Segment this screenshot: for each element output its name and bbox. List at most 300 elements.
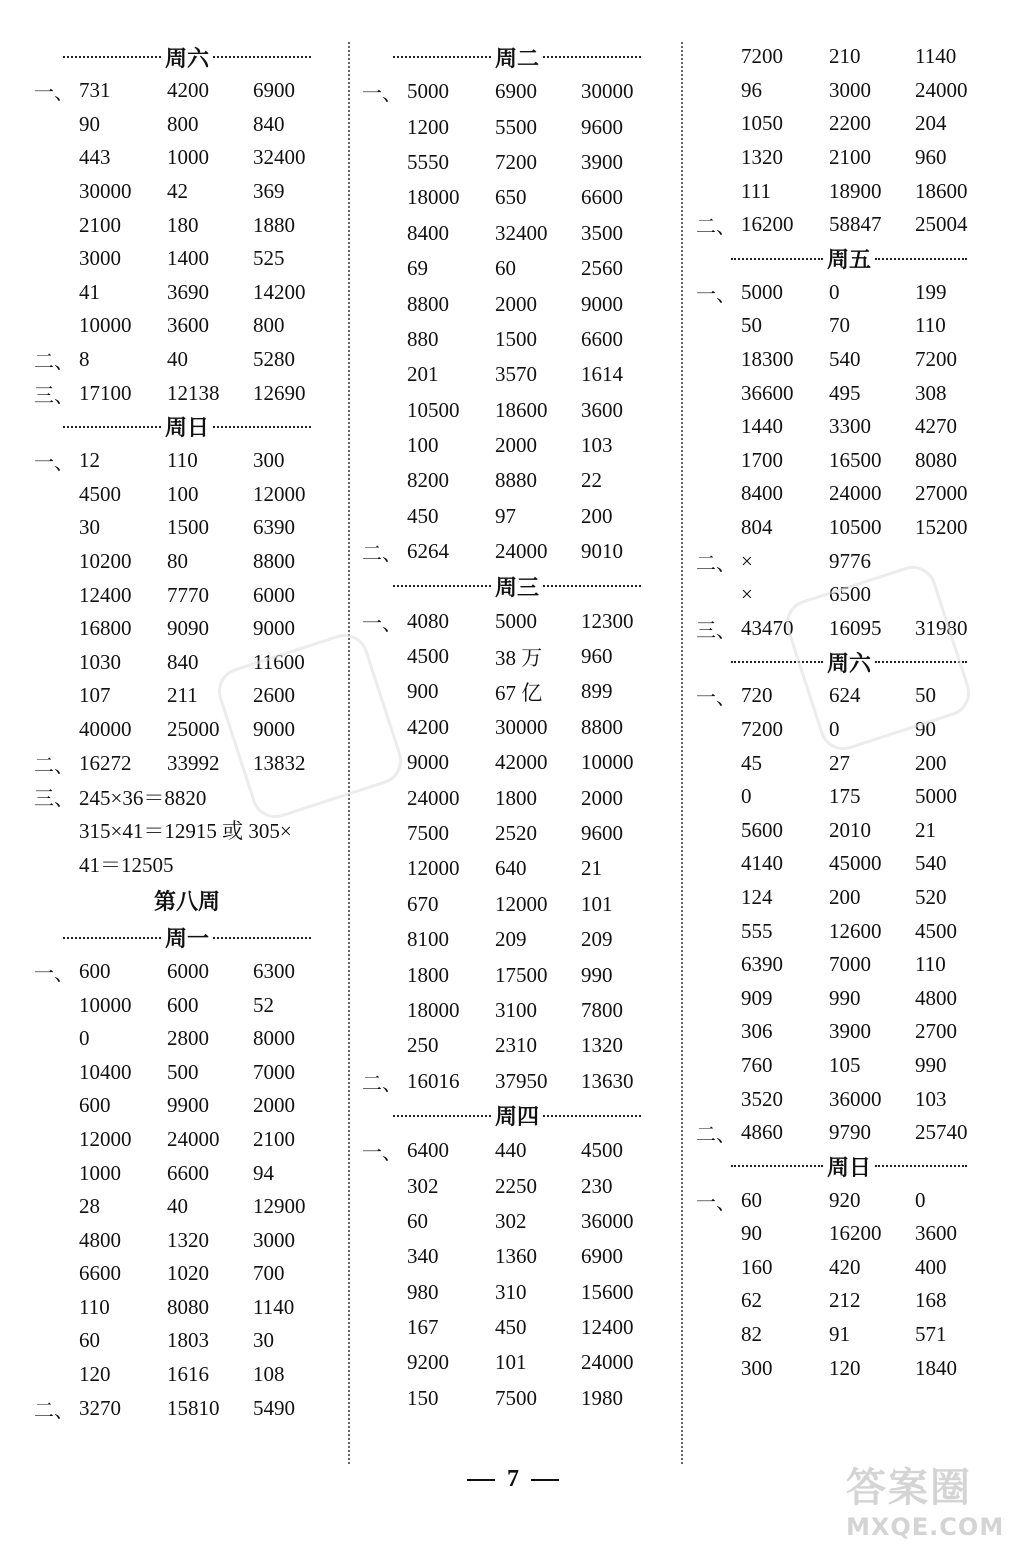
answer-row: [34, 1358, 340, 1392]
answer-cell: 10000: [79, 992, 132, 1017]
answer-cell: 1980: [581, 1385, 623, 1410]
answer-cell: 14200: [253, 279, 306, 304]
question-number: 三、: [696, 617, 736, 642]
answer-cell: 2700: [915, 1019, 957, 1044]
answer-cell: 10500: [829, 515, 882, 540]
answer-cell: 16095: [829, 615, 882, 640]
answer-cell: 600: [79, 1093, 111, 1118]
answer-row: [362, 393, 672, 428]
answer-cell: 18600: [495, 397, 548, 422]
answer-cell: 211: [167, 683, 198, 708]
question-number: 一、: [34, 960, 74, 985]
answer-cell: 90: [79, 111, 100, 136]
answer-cell: 8800: [407, 291, 449, 316]
answer-row: [34, 276, 340, 310]
answer-cell: 2000: [495, 433, 537, 458]
answer-row: [362, 180, 672, 215]
answer-cell: 3570: [495, 362, 537, 387]
answer-cell: 720: [741, 683, 773, 708]
answer-cell: 24000: [167, 1126, 220, 1151]
answer-cell: 300: [253, 448, 285, 473]
answer-cell: 18000: [407, 997, 460, 1022]
answer-cell: 250: [407, 1033, 439, 1058]
answer-cell: 920: [829, 1187, 861, 1212]
answer-cell: 30: [79, 515, 100, 540]
answer-row: [34, 612, 340, 646]
answer-cell: 3100: [495, 997, 537, 1022]
answer-cell: 300: [741, 1355, 773, 1380]
answer-row: [34, 208, 340, 242]
answer-row: [362, 710, 672, 745]
answer-row: [34, 578, 340, 612]
answer-row: [34, 1223, 340, 1257]
answer-cell: 101: [495, 1350, 527, 1375]
answer-cell: 2100: [253, 1126, 295, 1151]
answer-cell: 209: [495, 927, 527, 952]
watermark-logo: [846, 1456, 1016, 1541]
answer-cell: 32400: [495, 220, 548, 245]
answer-cell: 12138: [167, 380, 220, 405]
answer-cell: 12000: [253, 481, 306, 506]
answer-cell: 27000: [915, 481, 968, 506]
answer-cell: 1800: [407, 962, 449, 987]
answer-row: [362, 1345, 672, 1380]
answer-cell: 2800: [167, 1026, 209, 1051]
answer-cell: 8800: [253, 549, 295, 574]
answer-cell: 9000: [581, 291, 623, 316]
answer-cell: 10500: [407, 397, 460, 422]
answer-cell: 33992: [167, 750, 220, 775]
answer-cell: 9000: [407, 750, 449, 775]
answer-cell: 90: [741, 1221, 762, 1246]
answer-row: [34, 1089, 340, 1123]
answer-cell: 2000: [253, 1093, 295, 1118]
answer-cell: 4200: [167, 78, 209, 103]
answer-cell: 8000: [253, 1026, 295, 1051]
answer-row: [696, 1318, 1002, 1352]
answer-row: [34, 1123, 340, 1157]
section-heading: 周五: [696, 242, 1002, 276]
answer-cell: 16500: [829, 447, 882, 472]
answer-cell: 12600: [829, 918, 882, 943]
answer-row: [34, 1190, 340, 1224]
answer-row: [34, 1257, 340, 1291]
answer-cell: 160: [741, 1254, 773, 1279]
answer-cell: 880: [407, 326, 439, 351]
answer-cell: 3270: [79, 1395, 121, 1420]
answer-cell: 103: [581, 433, 613, 458]
answer-cell: 840: [253, 111, 285, 136]
answer-row: [362, 1133, 672, 1168]
answer-cell: ×: [741, 548, 753, 573]
answer-rows: [696, 679, 1002, 1149]
answer-cell: 36000: [829, 1086, 882, 1111]
section-heading: 周四: [362, 1099, 672, 1133]
answer-cell: 15200: [915, 515, 968, 540]
answer-cell: 6600: [79, 1261, 121, 1286]
answer-cell: 4860: [741, 1120, 783, 1145]
answer-row: [696, 746, 1002, 780]
answer-cell: 960: [581, 644, 613, 669]
answer-cell: 520: [915, 884, 947, 909]
answer-cell: 9000: [253, 616, 295, 641]
answer-cell: 200: [829, 884, 861, 909]
answer-cell: 6900: [495, 79, 537, 104]
answer-cell: 32400: [253, 145, 306, 170]
answer-cell: 700: [253, 1261, 285, 1286]
answer-cell: 30000: [581, 79, 634, 104]
answer-cell: 42: [167, 179, 188, 204]
answer-cell: 540: [829, 347, 861, 372]
answer-cell: 7200: [741, 44, 783, 69]
answer-cell: 120: [79, 1362, 111, 1387]
answer-cell: 62: [741, 1288, 762, 1313]
answer-cell: 5550: [407, 149, 449, 174]
answer-cell: 4140: [741, 851, 783, 876]
answer-cell: 124: [741, 884, 773, 909]
answer-row: [696, 1116, 1002, 1150]
answer-cell: 3600: [915, 1221, 957, 1246]
page-number: 7: [0, 1466, 1026, 1493]
answer-cell: 1440: [741, 414, 783, 439]
answer-cell: 960: [915, 145, 947, 170]
answer-cell: 7200: [495, 149, 537, 174]
answer-cell: 41: [79, 279, 100, 304]
answer-cell: 18000: [407, 185, 460, 210]
question-number: 二、: [362, 1070, 402, 1095]
answer-cell: 1614: [581, 362, 623, 387]
answer-cell: 0: [829, 716, 840, 741]
answer-cell: 28: [79, 1194, 100, 1219]
answer-cell: 69: [407, 256, 428, 281]
section-heading: 周日: [34, 410, 340, 444]
column-divider: [681, 42, 683, 1464]
answer-cell: 2200: [829, 111, 871, 136]
question-number: 二、: [34, 349, 74, 374]
answer-row: [34, 108, 340, 142]
answer-row: [362, 216, 672, 251]
answer-cell: 9000: [253, 716, 295, 741]
answer-cell: 175: [829, 784, 861, 809]
answer-cell: 4800: [915, 985, 957, 1010]
answer-cell: 525: [253, 246, 285, 271]
answer-cell: 7770: [167, 582, 209, 607]
section-heading: 周六: [696, 645, 1002, 679]
answer-cell: 24000: [581, 1350, 634, 1375]
answer-cell: 800: [167, 111, 199, 136]
answer-rows: [696, 40, 1002, 242]
question-number: 一、: [362, 81, 402, 106]
answer-cell: 7000: [253, 1059, 295, 1084]
answer-row: [696, 376, 1002, 410]
answer-row: [34, 955, 340, 989]
answer-cell: 5000: [915, 784, 957, 809]
answer-cell: 1880: [253, 212, 295, 237]
answer-cell: 760: [741, 1052, 773, 1077]
answer-cell: 3520: [741, 1086, 783, 1111]
answer-row: [362, 639, 672, 674]
answer-cell: 70: [829, 313, 850, 338]
answer-cell: 8200: [407, 468, 449, 493]
answer-cell: 899: [581, 679, 613, 704]
answer-cell: 82: [741, 1322, 762, 1347]
answer-cell: 96: [741, 77, 762, 102]
answer-cell: 60: [495, 256, 516, 281]
answer-cell: 12300: [581, 608, 634, 633]
answer-cell: 200: [581, 503, 613, 528]
answer-cell: 10000: [581, 750, 634, 775]
answer-cell: 25000: [167, 716, 220, 741]
answer-cell: 5280: [253, 347, 295, 372]
answer-cell: 9010: [581, 539, 623, 564]
answer-cell: 3600: [581, 397, 623, 422]
answer-rows: [362, 74, 672, 569]
answer-row: [34, 545, 340, 579]
answer-cell: 6264: [407, 539, 449, 564]
answer-cell: 15810: [167, 1395, 220, 1420]
answer-row: [696, 444, 1002, 478]
answer-cell: 308: [915, 380, 947, 405]
answer-cell: 6600: [581, 185, 623, 210]
answer-row: [362, 286, 672, 321]
question-number: 三、: [34, 382, 74, 407]
answer-cell: 199: [915, 279, 947, 304]
answer-cell: 25004: [915, 212, 968, 237]
answer-cell: 6900: [581, 1244, 623, 1269]
answer-cell: 111: [741, 178, 771, 203]
answer-cell: 17100: [79, 380, 132, 405]
answer-cell: 9600: [581, 821, 623, 845]
answer-cell: 2560: [581, 256, 623, 281]
answer-cell: 8400: [407, 220, 449, 245]
answer-cell: 670: [407, 891, 439, 916]
answer-cell: 24000: [495, 539, 548, 564]
answer-row: [362, 428, 672, 463]
answer-cell: 16016: [407, 1068, 460, 1093]
answer-cell: 110: [167, 448, 198, 473]
question-number: 一、: [362, 1140, 402, 1165]
answer-cell: 990: [581, 962, 613, 987]
answer-cell: 12690: [253, 380, 306, 405]
answer-cell: 7200: [741, 716, 783, 741]
answer-cell: 18300: [741, 347, 794, 372]
answer-row: [362, 463, 672, 498]
answer-row: [696, 477, 1002, 511]
answer-row: [696, 107, 1002, 141]
answer-cell: 4800: [79, 1227, 121, 1252]
answer-row: [362, 1381, 672, 1416]
answer-cell: 16200: [741, 212, 794, 237]
answer-cell: 2600: [253, 683, 295, 708]
answer-row: [362, 922, 672, 957]
answer-row: [34, 988, 340, 1022]
answer-row: [34, 511, 340, 545]
answer-cell: 1840: [915, 1355, 957, 1380]
answer-cell: 4080: [407, 608, 449, 633]
answer-row: [696, 847, 1002, 881]
answer-cell: 310: [495, 1279, 527, 1304]
answer-cell: 80: [167, 549, 188, 574]
answer-cell: 804: [741, 515, 773, 540]
answer-row: [696, 343, 1002, 377]
question-number: 一、: [34, 450, 74, 475]
answer-cell: 30000: [495, 714, 548, 739]
answer-cell: 4500: [581, 1138, 623, 1163]
answer-cell: 0: [829, 279, 840, 304]
answer-cell: 24000: [407, 785, 460, 810]
answer-cell: 7800: [581, 997, 623, 1022]
answer-cell: 1803: [167, 1328, 209, 1353]
answer-row: [34, 813, 340, 847]
answer-row: [362, 499, 672, 534]
answer-cell: 36600: [741, 380, 794, 405]
answer-row: [34, 242, 340, 276]
answer-row: [34, 141, 340, 175]
answer-cell: 3900: [829, 1019, 871, 1044]
answer-row: [696, 1351, 1002, 1385]
answer-row: [362, 1204, 672, 1239]
answer-cell: 2100: [829, 145, 871, 170]
answer-row: [362, 1239, 672, 1274]
answer-cell: 2310: [495, 1033, 537, 1058]
answer-cell: 168: [915, 1288, 947, 1313]
answer-cell: 91: [829, 1322, 850, 1347]
answer-cell: 306: [741, 1019, 773, 1044]
answer-row: [362, 251, 672, 286]
answer-cell: 180: [167, 212, 199, 237]
answer-cell: 21: [915, 817, 936, 842]
answer-cell: 7200: [915, 347, 957, 372]
answer-rows: [34, 955, 340, 1425]
answer-cell: 38 万: [495, 645, 543, 670]
answer-cell: 43470: [741, 615, 794, 640]
answer-cell: 11600: [253, 649, 305, 674]
answer-cell: 2100: [79, 212, 121, 237]
answer-rows: [696, 1183, 1002, 1385]
answer-row: [696, 1082, 1002, 1116]
answer-row: [34, 1055, 340, 1089]
answer-cell: 3000: [829, 77, 871, 102]
answer-cell: 67 亿: [495, 680, 543, 705]
watermark-logo-url: MXQE.COM: [846, 1513, 1005, 1541]
answer-row: [362, 74, 672, 109]
answer-cell: 6400: [407, 1138, 449, 1163]
answer-cell: 450: [407, 503, 439, 528]
answer-cell: 450: [495, 1315, 527, 1340]
answer-cell: 600: [79, 958, 111, 983]
answer-cell: 107: [79, 683, 111, 708]
answer-cell: 731: [79, 78, 111, 103]
answer-cell: 8800: [581, 714, 623, 739]
answer-row: [362, 674, 672, 709]
answer-cell: 18600: [915, 178, 968, 203]
answer-cell: 16200: [829, 1221, 882, 1246]
answer-cell: 8400: [741, 481, 783, 506]
answer-cell: 60: [407, 1208, 428, 1233]
answer-row: [696, 1217, 1002, 1251]
answer-row: [362, 357, 672, 392]
answer-cell: 209: [581, 927, 613, 952]
answer-cell: 52: [253, 992, 274, 1017]
answer-cell: 555: [741, 918, 773, 943]
answer-cell: 1500: [167, 515, 209, 540]
answer-cell: 1800: [495, 785, 537, 810]
answer-cell: 108: [253, 1362, 285, 1387]
answer-row: [696, 914, 1002, 948]
answer-row: [362, 534, 672, 569]
answer-row: [696, 208, 1002, 242]
answer-cell: 13630: [581, 1068, 634, 1093]
answer-cell: 4500: [79, 481, 121, 506]
answer-cell: 45000: [829, 851, 882, 876]
question-number: 一、: [34, 80, 74, 105]
answer-row: [696, 309, 1002, 343]
answer-cell: 990: [829, 985, 861, 1010]
answer-cell: 1030: [79, 649, 121, 674]
question-number: 三、: [34, 786, 74, 811]
answer-row: [362, 887, 672, 922]
answer-cell: 1020: [167, 1261, 209, 1286]
answer-cell: 8100: [407, 927, 449, 952]
answer-cell: 909: [741, 985, 773, 1010]
answer-row: [362, 1168, 672, 1203]
answer-row: [362, 851, 672, 886]
answer-cell: 12400: [581, 1315, 634, 1340]
answer-row: [696, 813, 1002, 847]
answer-row: [362, 603, 672, 638]
answer-cell: 640: [495, 856, 527, 881]
answer-cell: 1400: [167, 246, 209, 271]
answer-row: [696, 1284, 1002, 1318]
answer-cell: 50: [741, 313, 762, 338]
answer-cell: 90: [915, 716, 936, 741]
answer-cell: 3500: [581, 220, 623, 245]
answer-row: [34, 1324, 340, 1358]
answer-rows: [362, 1133, 672, 1416]
answer-cell: 6900: [253, 78, 295, 103]
answer-text: 315×41＝12915 或 305×: [79, 819, 292, 844]
answer-row: [362, 1310, 672, 1345]
answer-cell: 7500: [495, 1385, 537, 1410]
answer-cell: 150: [407, 1385, 439, 1410]
answer-row: [362, 993, 672, 1028]
answer-cell: 400: [915, 1254, 947, 1279]
answer-cell: 100: [407, 433, 439, 458]
answer-row: [34, 74, 340, 108]
section-heading: 周日: [696, 1149, 1002, 1183]
answer-cell: 1320: [581, 1033, 623, 1058]
answer-cell: 37950: [495, 1068, 548, 1093]
answer-row: [696, 1015, 1002, 1049]
answer-cell: 94: [253, 1160, 274, 1185]
answer-cell: ×: [741, 582, 753, 607]
answer-cell: 6390: [253, 515, 295, 540]
answer-cell: 45: [741, 750, 762, 775]
answer-cell: 6390: [741, 952, 783, 977]
answer-cell: 105: [829, 1052, 861, 1077]
answer-cell: 302: [495, 1208, 527, 1233]
answer-cell: 230: [581, 1173, 613, 1198]
answer-cell: 101: [581, 891, 613, 916]
answer-cell: 3600: [167, 313, 209, 338]
answer-cell: 212: [829, 1288, 861, 1313]
answer-cell: 9600: [581, 114, 623, 139]
answer-row: [696, 948, 1002, 982]
section-heading: 周一: [34, 921, 340, 955]
answer-cell: 8880: [495, 468, 537, 493]
answer-cell: 6500: [829, 582, 871, 607]
answer-cell: 980: [407, 1279, 439, 1304]
